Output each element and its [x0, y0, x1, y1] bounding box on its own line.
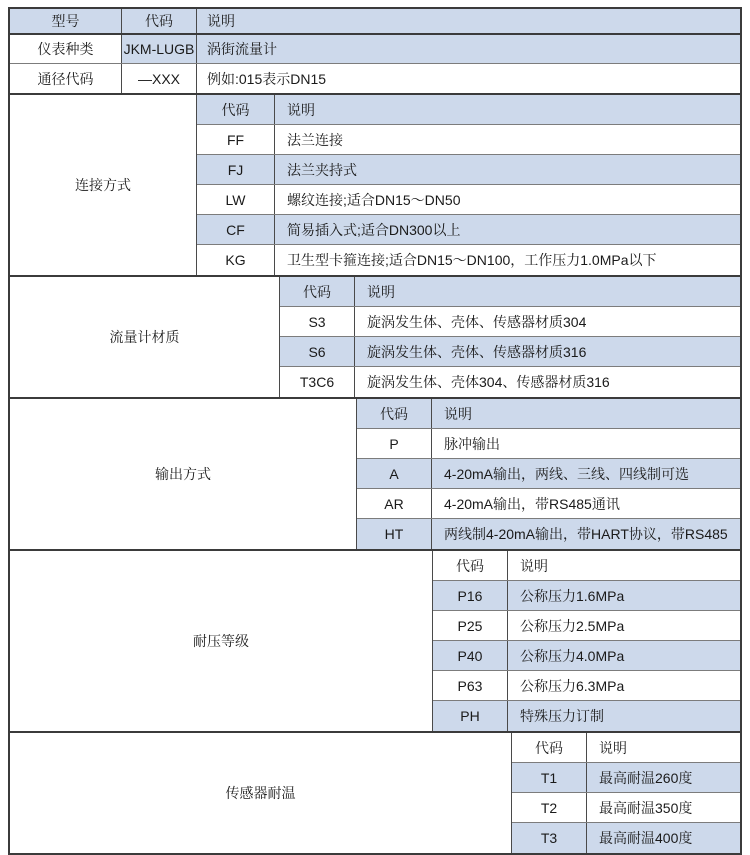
code-cell: HT — [357, 519, 432, 549]
desc-cell: 4-20mA输出，两线、三线、四线制可选 — [444, 465, 690, 482]
desc-cell: 最高耐温350度 — [599, 799, 693, 816]
section-data-row — [512, 763, 740, 793]
section-data-row — [433, 581, 740, 611]
section-label: 连接方式 — [10, 95, 197, 275]
section-label: 流量计材质 — [10, 277, 280, 397]
desc-cell: 两线制4-20mA输出，带HART协议，带RS485 — [444, 526, 728, 542]
section-data-row — [433, 671, 740, 701]
section-header-row — [280, 277, 740, 307]
section-传感器耐温 — [10, 733, 740, 853]
desc-cell: 旋涡发生体、壳体、传感器材质316 — [367, 343, 587, 360]
code-cell: P63 — [433, 671, 508, 700]
desc-cell: 法兰连接 — [287, 131, 343, 148]
section-耐压等级 — [10, 551, 740, 733]
header-model-cell: 型号 — [10, 9, 122, 33]
code-cell: S6 — [280, 337, 355, 366]
section-连接方式 — [10, 95, 740, 277]
section-label: 输出方式 — [10, 399, 357, 549]
desc-cell: 公称压力4.0MPa — [520, 647, 625, 664]
code-cell: S3 — [280, 307, 355, 336]
section-data-row — [433, 611, 740, 641]
section-data-row — [197, 215, 740, 245]
section-data-row — [433, 641, 740, 671]
code-cell: PH — [433, 701, 508, 731]
desc-cell: 旋涡发生体、壳体、传感器材质304 — [367, 313, 587, 330]
code-cell: FF — [197, 125, 275, 154]
section-data-row — [280, 307, 740, 337]
section-data-row — [197, 125, 740, 155]
section-header-row — [512, 733, 740, 763]
table-header-row — [10, 9, 740, 35]
header-desc-cell: 说明 — [197, 9, 740, 33]
section-header-row — [357, 399, 740, 429]
code-cell: KG — [197, 245, 275, 275]
code-cell: FJ — [197, 155, 275, 184]
row-label: 通径代码 — [10, 64, 122, 93]
code-cell: 代码 — [357, 399, 432, 428]
section-data-row — [512, 823, 740, 853]
code-cell: 代码 — [512, 733, 587, 762]
section-rows — [433, 551, 740, 731]
section-rows — [197, 95, 740, 275]
header-code-cell: 代码 — [122, 9, 197, 33]
section-data-row — [280, 337, 740, 367]
desc-cell: 说明 — [287, 101, 315, 118]
row-code: —XXX — [122, 64, 197, 93]
code-cell: AR — [357, 489, 432, 518]
desc-cell: 公称压力6.3MPa — [520, 677, 625, 694]
code-cell: 代码 — [197, 95, 275, 124]
section-rows — [512, 733, 740, 853]
section-rows — [280, 277, 740, 397]
desc-cell: 脉冲输出 — [444, 435, 500, 452]
desc-cell: 说明 — [599, 739, 627, 756]
desc-cell: 公称压力1.6MPa — [520, 587, 625, 604]
section-label: 耐压等级 — [10, 551, 433, 731]
section-data-row — [197, 155, 740, 185]
section-流量计材质 — [10, 277, 740, 399]
section-header-row — [197, 95, 740, 125]
desc-cell: 说明 — [444, 405, 472, 422]
row-desc: 涡街流量计 — [197, 35, 740, 63]
code-cell: T1 — [512, 763, 587, 792]
row-code: JKM-LUGB — [122, 35, 197, 63]
code-cell: 代码 — [433, 551, 508, 580]
desc-cell: 最高耐温400度 — [599, 830, 693, 846]
section-label: 传感器耐温 — [10, 733, 512, 853]
desc-cell: 螺纹连接;适合DN15～DN50 — [287, 191, 461, 208]
section-data-row — [357, 519, 740, 549]
code-cell: P25 — [433, 611, 508, 640]
desc-cell: 说明 — [520, 557, 548, 574]
code-cell: T2 — [512, 793, 587, 822]
code-cell: P40 — [433, 641, 508, 670]
desc-cell: 特殊压力订制 — [520, 708, 604, 724]
section-data-row — [433, 701, 740, 731]
section-header-row — [433, 551, 740, 581]
section-data-row — [512, 793, 740, 823]
code-cell: T3 — [512, 823, 587, 853]
section-data-row — [197, 185, 740, 215]
section-输出方式 — [10, 399, 740, 551]
desc-cell: 卫生型卡箍连接;适合DN15～DN100，工作压力1.0MPa以下 — [287, 252, 657, 268]
section-data-row — [357, 429, 740, 459]
desc-cell: 最高耐温260度 — [599, 769, 693, 786]
code-cell: 代码 — [280, 277, 355, 306]
instrument-type-row — [10, 35, 740, 64]
sections-container — [10, 95, 740, 853]
desc-cell: 法兰夹持式 — [287, 161, 357, 178]
model-selection-table — [8, 7, 742, 855]
row-desc: 例如:015表示DN15 — [207, 70, 327, 87]
section-data-row — [197, 245, 740, 275]
code-cell: LW — [197, 185, 275, 214]
section-rows — [357, 399, 740, 549]
section-data-row — [357, 459, 740, 489]
row-label: 仪表种类 — [10, 35, 122, 63]
desc-cell: 4-20mA输出，带RS485通讯 — [444, 495, 620, 512]
desc-cell: 公称压力2.5MPa — [520, 617, 625, 634]
code-cell: T3C6 — [280, 367, 355, 397]
desc-cell: 旋涡发生体、壳体304、传感器材质316 — [367, 374, 610, 390]
code-cell: A — [357, 459, 432, 488]
desc-cell: 说明 — [367, 283, 395, 300]
code-cell: P — [357, 429, 432, 458]
desc-cell: 简易插入式;适合DN300以上 — [287, 221, 461, 238]
code-cell: P16 — [433, 581, 508, 610]
diameter-code-row — [10, 64, 740, 95]
code-cell: CF — [197, 215, 275, 244]
section-data-row — [280, 367, 740, 397]
section-data-row — [357, 489, 740, 519]
